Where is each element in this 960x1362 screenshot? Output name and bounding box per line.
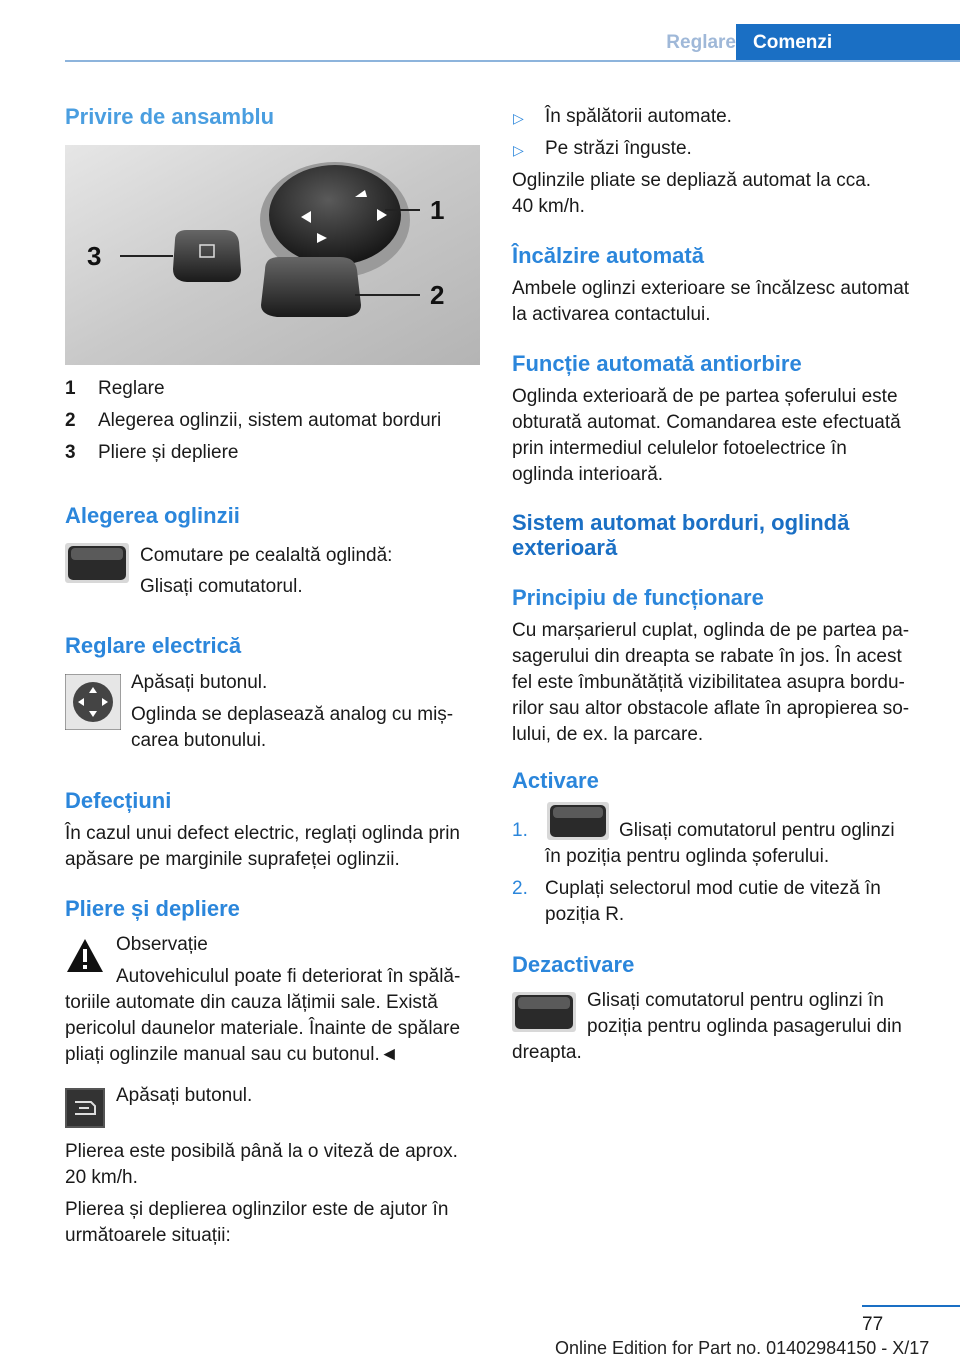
notice-text: pericolul daunelor materiale. Înainte de spălare	[65, 1018, 461, 1039]
step-text: în poziția pentru oglinda șoferului.	[545, 846, 830, 867]
page-number: 77	[862, 1314, 884, 1335]
fold-title: Pliere și depliere	[65, 896, 240, 921]
fold-speed-text: Plierea este posibilă până la o viteză de aprox.	[65, 1141, 458, 1162]
anti-dazzle-text: obturată automat. Comandarea este efectuată	[512, 412, 901, 433]
legend-number: 2	[65, 410, 76, 431]
bullet-text: În spălătorii automate.	[545, 106, 732, 127]
electric-adjust-text: Oglinda se deplasează analog cu miș‐	[131, 704, 454, 725]
principle-text: sagerului din dreapta se rabate în jos. În acest	[512, 646, 902, 667]
fold-help-text: Plierea și deplierea oglinzilor este de ajutor în	[65, 1199, 449, 1220]
mirror-select-switch-icon	[547, 802, 609, 840]
curb-system-title: exterioară	[512, 535, 618, 560]
mirror-select-title: Alegerea oglinzii	[65, 503, 240, 528]
step-number: 2.	[512, 878, 528, 899]
header-section-tab: Reglare	[666, 32, 736, 53]
anti-dazzle-text: prin intermediul celulelor fotoelectrice în	[512, 438, 847, 459]
unfold-text: 40 km/h.	[512, 196, 585, 217]
principle-text: lului, de ex. la parcare.	[512, 724, 704, 745]
photo-label-2: 2	[430, 280, 445, 310]
principle-text: Cu marșarierul cuplat, oglinda de pe partea pa‐	[512, 620, 910, 641]
step-text: Glisați comutatorul pentru oglinzi	[619, 820, 895, 841]
legend-number: 1	[65, 378, 76, 399]
notice-text: toriile automate din cauza lățimii sale. Există	[65, 992, 438, 1013]
malfunction-text: În cazul unui defect electric, reglați oglinda prin	[65, 823, 461, 844]
heating-text: Ambele oglinzi exterioare se încălzesc automat	[512, 278, 910, 299]
electric-adjust-text: Apăsați butonul.	[131, 672, 268, 693]
bullet-triangle-icon: ▷	[513, 142, 524, 158]
legend-number: 3	[65, 442, 76, 463]
deactivation-title: Dezactivare	[512, 952, 635, 977]
legend-text: Pliere și depliere	[98, 442, 239, 463]
notice-title: Observație	[116, 934, 208, 955]
heating-text: la activarea contactului.	[512, 304, 711, 325]
fold-help-text: următoarele situații:	[65, 1225, 231, 1246]
deactivation-text: Glisați comutatorul pentru oglinzi în	[587, 990, 884, 1011]
mirror-select-switch-icon	[512, 992, 576, 1032]
fold-speed-text: 20 km/h.	[65, 1167, 138, 1188]
fold-press-text: Apăsați butonul.	[116, 1085, 253, 1106]
electric-adjust-title: Reglare electrică	[65, 633, 242, 658]
electric-adjust-text: carea butonului.	[131, 730, 267, 751]
malfunction-title: Defecțiuni	[65, 788, 172, 813]
anti-dazzle-text: oglinda interioară.	[512, 464, 664, 485]
legend-text: Reglare	[98, 378, 165, 399]
edition-footer: Online Edition for Part no. 01402984150 - X/17	[555, 1338, 930, 1358]
header-active-tab: Comenzi	[736, 24, 960, 62]
bullet-triangle-icon: ▷	[513, 110, 524, 126]
malfunction-text: apăsare pe marginile suprafeței oglinzii.	[65, 849, 400, 870]
deactivation-text: poziția pentru oglinda pasagerului din	[587, 1016, 902, 1037]
footer-rule	[862, 1305, 960, 1307]
photo-label-1: 1	[430, 195, 445, 225]
step-number: 1.	[512, 820, 528, 841]
step-text: Cuplați selectorul mod cutie de viteză în	[545, 878, 881, 899]
overview-title: Privire de ansamblu	[65, 104, 275, 129]
step-text: poziția R.	[545, 904, 625, 925]
legend-text: Alegerea oglinzii, sistem automat borduri	[98, 410, 442, 431]
warning-icon	[65, 937, 105, 974]
mirror-select-text: Glisați comutatorul.	[140, 576, 303, 597]
principle-title: Principiu de funcționare	[512, 585, 764, 610]
fold-button-icon	[65, 1088, 105, 1128]
activation-title: Activare	[512, 768, 599, 793]
mirror-select-switch-icon	[65, 543, 129, 583]
bullet-text: Pe străzi înguste.	[545, 138, 692, 159]
heating-title: Încălzire automată	[512, 243, 704, 268]
principle-text: fel este îmbunătățită vizibilitatea asupra bordu‐	[512, 672, 905, 693]
photo-label-3: 3	[87, 241, 102, 271]
adjust-knob-icon	[65, 674, 121, 730]
mirror-control-photo	[65, 145, 480, 365]
anti-dazzle-title: Funcție automată antiorbire	[512, 351, 802, 376]
deactivation-text: dreapta.	[512, 1042, 582, 1063]
notice-text: Autovehiculul poate fi deteriorat în spălă‐	[116, 966, 461, 987]
header-rule	[65, 60, 960, 62]
mirror-select-text: Comutare pe cealaltă oglindă:	[140, 545, 393, 566]
anti-dazzle-text: Oglinda exterioară de pe partea șoferului este	[512, 386, 898, 407]
unfold-text: Oglinzile pliate se depliază automat la cca.	[512, 170, 872, 191]
notice-text: pliați oglinzile manual sau cu butonul.◄	[65, 1044, 399, 1065]
curb-system-title: Sistem automat borduri, oglindă	[512, 510, 850, 535]
principle-text: rilor sau altor obstacole aflate în apropierea so‐	[512, 698, 910, 719]
